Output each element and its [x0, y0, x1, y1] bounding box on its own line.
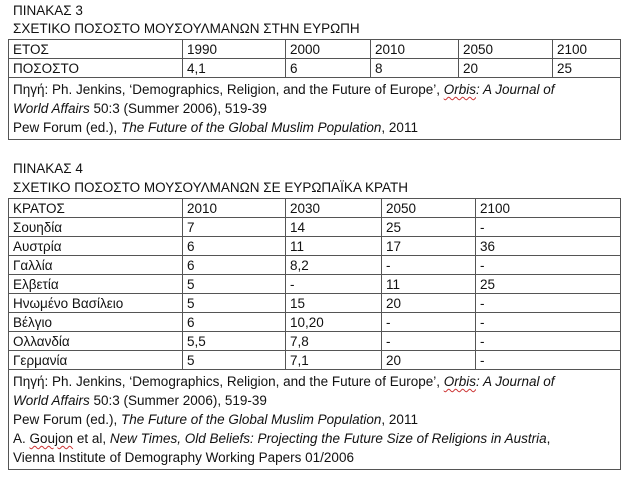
table4-cell: 6 [183, 313, 286, 332]
table4-title: ΣΧΕΤΙΚΟ ΠΟΣΟΣΤΟ ΜΟΥΣΟΥΛΜΑΝΩΝ ΣΕ ΕΥΡΩΠΑΪΚΑ ΚΡΑΤΗ [13, 180, 408, 195]
source-text: Pew Forum (ed.), [13, 120, 122, 135]
table3-cell: 8 [371, 59, 459, 78]
table4-cell: - [476, 351, 621, 370]
country-cell: Σουηδία [9, 218, 183, 237]
journal-name: : A Journal of [476, 82, 555, 97]
table4-cell: 8,2 [286, 256, 382, 275]
table-row [9, 237, 621, 256]
table4-cell: 20 [382, 294, 476, 313]
table4-header-cell: 2030 [286, 199, 382, 218]
table3-source-line-2 [13, 99, 616, 118]
journal-name: World Affairs [13, 393, 90, 408]
table-row [9, 351, 621, 370]
table-row [9, 256, 621, 275]
journal-name: Orbis [443, 374, 476, 389]
table3-data-row [9, 59, 621, 78]
table4-cell: 17 [382, 237, 476, 256]
table4-source-line-4 [13, 429, 616, 448]
table4-source-line-5 [13, 448, 616, 467]
table3-header-cell: 2000 [286, 40, 371, 59]
table3-title: ΣΧΕΤΙΚΟ ΠΟΣΟΣΤΟ ΜΟΥΣΟΥΛΜΑΝΩΝ ΣΤΗΝ ΕΥΡΩΠΗ [13, 21, 360, 36]
table4-cell: 7,1 [286, 351, 382, 370]
country-cell: Γαλλία [9, 256, 183, 275]
source-text: , 2011 [381, 412, 418, 427]
table4-cell: 6 [183, 237, 286, 256]
table4-cell: 6 [183, 256, 286, 275]
table4-cell: 11 [286, 237, 382, 256]
table4-source-line-3 [13, 410, 616, 429]
table3-header-cell: 2010 [371, 40, 459, 59]
table4-cell: - [382, 313, 476, 332]
publication-title: The Future of the Global Muslim Population [121, 412, 382, 427]
journal-name: World Affairs [13, 101, 90, 116]
table3-header-row [9, 40, 621, 59]
table3-header-cell: 2100 [553, 40, 621, 59]
source-text: Pew Forum (ed.), [13, 412, 122, 427]
country-cell: Γερμανία [9, 351, 183, 370]
table4-cell: - [382, 256, 476, 275]
country-cell: Αυστρία [9, 237, 183, 256]
table4-cell: 11 [382, 275, 476, 294]
table4-cell: 7 [183, 218, 286, 237]
table3-cell: 6 [286, 59, 371, 78]
table4-cell: 5 [183, 351, 286, 370]
source-text: et al, [73, 431, 110, 446]
country-cell: Ελβετία [9, 275, 183, 294]
table4-cell: 20 [382, 351, 476, 370]
table-row [9, 218, 621, 237]
table3-cell: 20 [459, 59, 553, 78]
table4-header-cell: 2100 [476, 199, 621, 218]
table4-label: ΠΙΝΑΚΑΣ 4 [13, 161, 83, 176]
table3-header-cell: 2050 [459, 40, 553, 59]
table4-cell: 5 [183, 275, 286, 294]
table4-header-cell: 2050 [382, 199, 476, 218]
table4-header-cell: ΚΡΑΤΟΣ [9, 199, 183, 218]
table3-cell: ΠΟΣΟΣΤΟ [9, 59, 183, 78]
table4-source [9, 370, 621, 470]
table4-header-row [9, 199, 621, 218]
publication-title: The Future of the Global Muslim Population [121, 120, 382, 135]
table4-header-cell: 2010 [183, 199, 286, 218]
table4-cell: 5 [183, 294, 286, 313]
table4-cell: - [382, 332, 476, 351]
table4-cell: 25 [382, 218, 476, 237]
table4-source-row [9, 370, 621, 470]
table3-source-line-3 [13, 118, 616, 137]
journal-name: : A Journal of [476, 374, 555, 389]
table3-label: ΠΙΝΑΚΑΣ 3 [13, 3, 83, 18]
table4-cell: 5,5 [183, 332, 286, 351]
table3-header-cell: 1990 [183, 40, 286, 59]
table3-source [9, 78, 621, 140]
table4-cell: 25 [476, 275, 621, 294]
table4-cell: 14 [286, 218, 382, 237]
country-cell: Ολλανδία [9, 332, 183, 351]
table4-cell: - [476, 256, 621, 275]
table-row [9, 332, 621, 351]
table4-cell: - [476, 332, 621, 351]
table4-cell: - [476, 218, 621, 237]
table4-cell: 15 [286, 294, 382, 313]
table4-cell: - [286, 275, 382, 294]
table4-cell: 10,20 [286, 313, 382, 332]
source-text: 50:3 (Summer 2006), 519-39 [89, 101, 267, 116]
table4-source-line-1 [13, 372, 616, 391]
source-text: , 2011 [381, 120, 418, 135]
source-text: Πηγή: Ph. Jenkins, ‘Demographics, Religion, and the Future of Europe’, [13, 374, 444, 389]
table3-source-row [9, 78, 621, 140]
journal-name: Orbis [443, 82, 476, 97]
source-text: A. [13, 431, 30, 446]
table-row [9, 275, 621, 294]
table3-cell: 4,1 [183, 59, 286, 78]
table4-cell: 36 [476, 237, 621, 256]
table3-header-cell: ΕΤΟΣ [9, 40, 183, 59]
source-text: 50:3 (Summer 2006), 519-39 [89, 393, 267, 408]
source-text: Vienna Institute of Demography Working Papers 01/2006 [13, 450, 354, 465]
table3-source-line-1 [13, 80, 616, 99]
table4 [8, 198, 621, 470]
source-text: Πηγή: Ph. Jenkins, ‘Demographics, Religion, and the Future of Europe’, [13, 82, 444, 97]
table4-cell: - [476, 294, 621, 313]
table3-cell: 25 [553, 59, 621, 78]
publication-title: New Times, Old Beliefs: Projecting the Future Size of Religions in Austria [109, 431, 547, 446]
source-text: , [546, 431, 551, 446]
table4-cell: - [476, 313, 621, 332]
country-cell: Ηνωμένο Βασίλειο [9, 294, 183, 313]
country-cell: Βέλγιο [9, 313, 183, 332]
table-row [9, 294, 621, 313]
table4-source-line-2 [13, 391, 616, 410]
table3 [8, 39, 621, 140]
table4-cell: 7,8 [286, 332, 382, 351]
author-name: Goujon [29, 431, 74, 446]
table-row [9, 313, 621, 332]
